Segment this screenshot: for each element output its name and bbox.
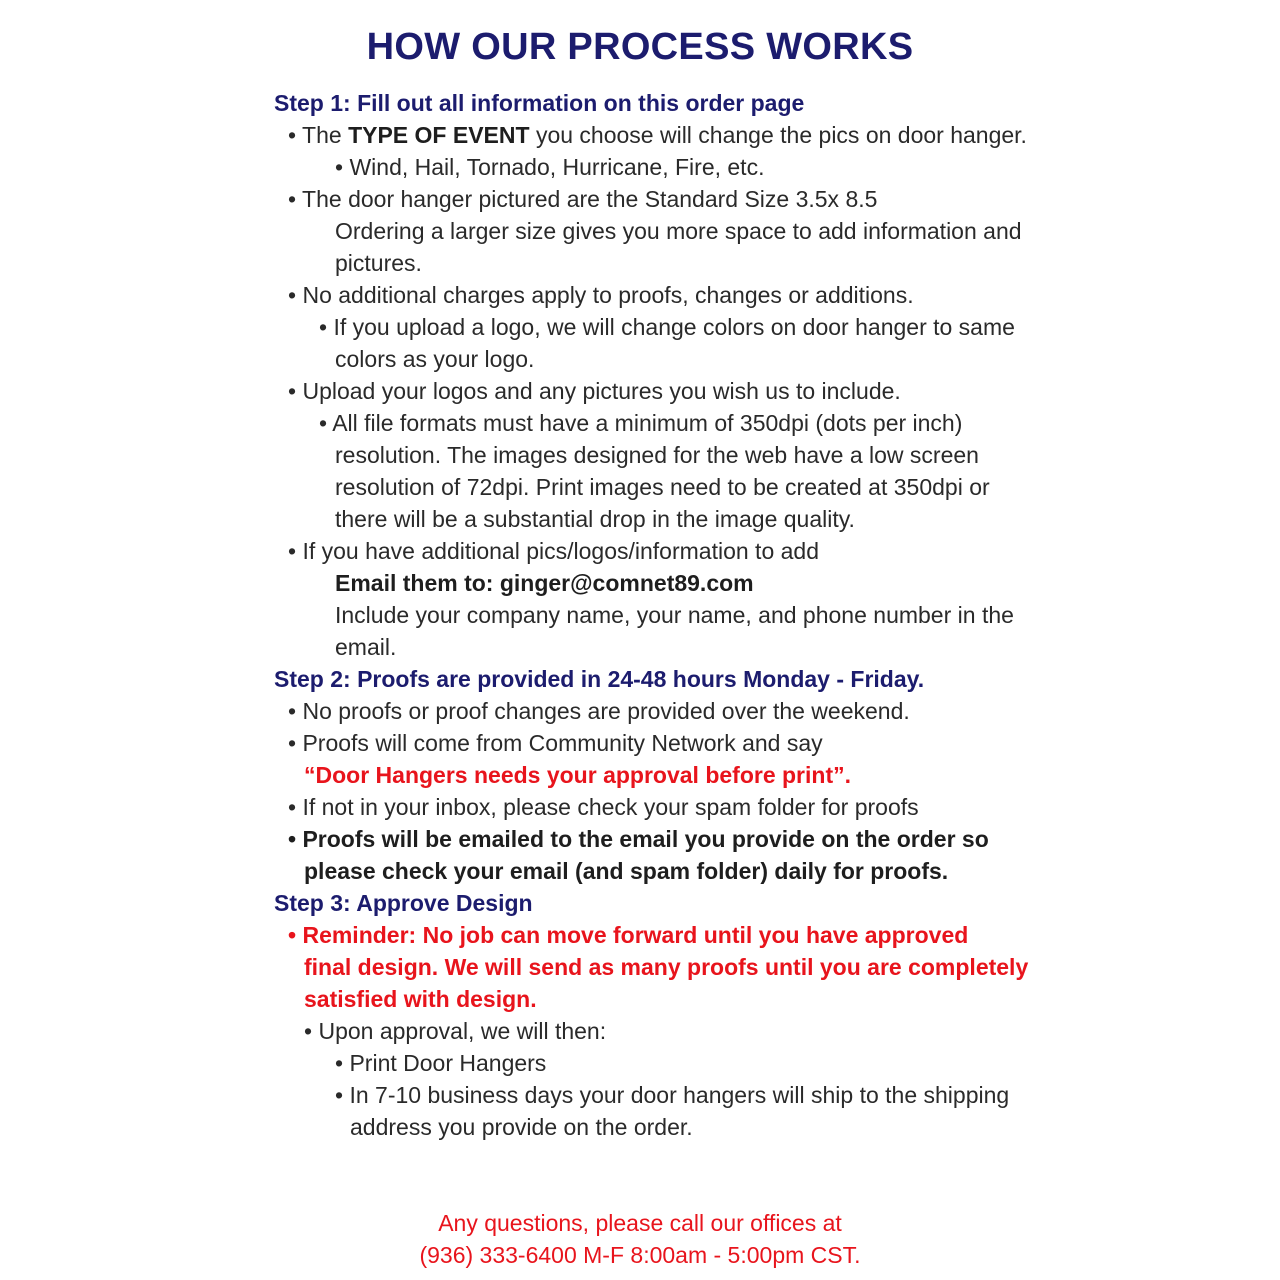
bullet: • xyxy=(288,794,297,820)
email-instruction: Email them to: ginger@comnet89.com xyxy=(335,570,754,596)
step2-heading: Step 2: Proofs are provided in 24-48 hours Monday - Friday. xyxy=(274,666,925,692)
include-line-1: Include your company name, your name, and phone number in the xyxy=(335,602,1014,628)
bullet: • xyxy=(319,410,328,436)
type-of-event-bold: TYPE OF EVENT xyxy=(348,122,530,148)
list-item-spam: • If not in your inbox, please check your spam folder for proofs xyxy=(288,794,919,820)
bullet: • xyxy=(319,314,328,340)
bullet: • xyxy=(288,186,297,212)
bullet: • xyxy=(288,282,297,308)
size-note-line-2: pictures. xyxy=(335,250,422,276)
bullet: • xyxy=(288,826,297,852)
list-item-no-weekend: • No proofs or proof changes are provided over the weekend. xyxy=(288,698,910,724)
bullet: • xyxy=(288,538,297,564)
reminder-line-3: satisfied with design. xyxy=(304,986,537,1012)
emailed-line-2: please check your email (and spam folder) daily for proofs. xyxy=(304,858,949,884)
list-item-emailed: • Proofs will be emailed to the email you provide on the order so xyxy=(288,826,989,852)
logo-colors-line-2: colors as your logo. xyxy=(335,346,535,372)
page-title: HOW OUR PROCESS WORKS xyxy=(366,26,914,68)
list-item-additional: • If you have additional pics/logos/information to add xyxy=(288,538,819,564)
list-item-standard-size: • The door hanger pictured are the Standard Size 3.5x 8.5 xyxy=(288,186,878,212)
bullet: • xyxy=(335,1082,344,1108)
bullet: • xyxy=(288,122,297,148)
list-item-upon-approval: • Upon approval, we will then: xyxy=(304,1018,607,1044)
step1-heading: Step 1: Fill out all information on this order page xyxy=(274,90,805,116)
bullet: • xyxy=(335,1050,344,1076)
dpi-line-3: resolution of 72dpi. Print images need to be created at 350dpi or xyxy=(335,474,990,500)
approval-quote: “Door Hangers needs your approval before print”. xyxy=(304,762,851,788)
bullet: • xyxy=(288,698,297,724)
list-item-logo-colors: • If you upload a logo, we will change colors on door hanger to same xyxy=(319,314,1015,340)
bullet: • xyxy=(335,154,344,180)
reminder-line-1: • Reminder: No job can move forward until you have approved xyxy=(288,922,969,948)
bullet: • xyxy=(288,378,297,404)
list-item-come-from: • Proofs will come from Community Network and say xyxy=(288,730,823,756)
bullet: • xyxy=(288,730,297,756)
size-note-line-1: Ordering a larger size gives you more space to add information and xyxy=(335,218,1022,244)
bullet: • xyxy=(288,922,297,948)
footer-phone-hours: (936) 333-6400 M-F 8:00am - 5:00pm CST. xyxy=(419,1242,861,1268)
list-item-event-types: • Wind, Hail, Tornado, Hurricane, Fire, etc. xyxy=(335,154,765,180)
step3-heading: Step 3: Approve Design xyxy=(274,890,533,916)
dpi-line-4: there will be a substantial drop in the image quality. xyxy=(335,506,855,532)
list-item-dpi: • All file formats must have a minimum of 350dpi (dots per inch) xyxy=(319,410,963,436)
list-item-print: • Print Door Hangers xyxy=(335,1050,547,1076)
list-item-no-charges: • No additional charges apply to proofs, changes or additions. xyxy=(288,282,914,308)
dpi-line-2: resolution. The images designed for the web have a low screen xyxy=(335,442,979,468)
reminder-line-2: final design. We will send as many proofs until you are completely xyxy=(304,954,1029,980)
ship-line-2: address you provide on the order. xyxy=(350,1114,693,1140)
list-item-event-type: • The TYPE OF EVENT you choose will change the pics on door hanger. xyxy=(288,122,1027,148)
list-item-ship: • In 7-10 business days your door hangers will ship to the shipping xyxy=(335,1082,1010,1108)
footer-questions: Any questions, please call our offices at xyxy=(438,1210,842,1236)
include-line-2: email. xyxy=(335,634,397,660)
list-item-upload: • Upload your logos and any pictures you wish us to include. xyxy=(288,378,901,404)
bullet: • xyxy=(304,1018,313,1044)
